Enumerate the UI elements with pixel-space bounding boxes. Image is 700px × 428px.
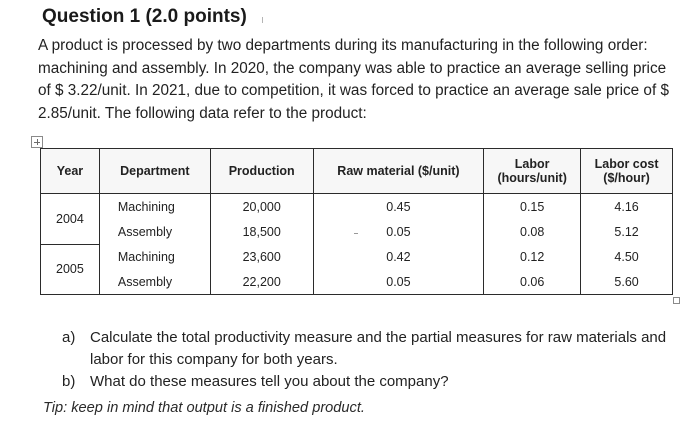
table-resize-handle-icon[interactable] [673, 297, 680, 304]
question-points: (2.0 points) [145, 6, 247, 27]
labor-cell: 0.06 [484, 269, 581, 295]
labor-cost-cell: 4.50 [581, 244, 673, 269]
question-intro: A product is processed by two departments during its manufacturing in the following order: machining and assembly. In 2020, the company was able to practice an average selling price of $ 3.22/unit. In 2021, due to competition, it was forced to practice an average sale price of $ 2.85/unit. The following data refer to the product: [38, 37, 669, 122]
table-row [41, 244, 673, 269]
question-title [42, 4, 247, 30]
production-cell: 23,600 [210, 244, 313, 269]
question-number: Question 1 [42, 6, 141, 27]
table-row [41, 194, 673, 220]
subquestion-item [62, 327, 677, 371]
department-cell: Machining [99, 244, 210, 269]
subquestion-text: Calculate the total productivity measure and the partial measures for raw materials and labor for this company for both years. [90, 329, 667, 368]
subquestion-text: What do these measures tell you about the company? [90, 373, 449, 390]
header-department: Department [99, 149, 210, 194]
raw-material-cell: 0.05 [313, 219, 484, 244]
subquestion-letter: b) [62, 373, 76, 390]
text-cursor [262, 17, 263, 23]
header-labor-line1: Labor [514, 157, 550, 171]
product-data-table [40, 148, 673, 295]
year-cell: 2004 [41, 194, 100, 245]
labor-cell: 0.12 [484, 244, 581, 269]
stray-mark [354, 233, 358, 234]
header-labor-line2: (hours/unit) [497, 171, 567, 185]
labor-cost-cell: 4.16 [581, 194, 673, 220]
raw-material-cell: 0.45 [313, 194, 484, 220]
tip-text: Tip: keep in mind that output is a finished product. [43, 400, 365, 416]
raw-material-cell: 0.42 [313, 244, 484, 269]
header-labor-cost-line1: Labor cost [594, 157, 659, 171]
labor-cell: 0.15 [484, 194, 581, 220]
department-cell: Assembly [99, 269, 210, 295]
header-labor [484, 149, 581, 194]
table-header-row [41, 149, 673, 194]
labor-cost-cell: 5.60 [581, 269, 673, 295]
header-labor-cost-line2: ($/hour) [603, 171, 650, 185]
department-cell: Assembly [99, 219, 210, 244]
labor-cost-cell: 5.12 [581, 219, 673, 244]
table-move-handle-icon[interactable] [31, 136, 43, 148]
table-row [41, 269, 673, 295]
labor-cell: 0.08 [484, 219, 581, 244]
subquestion-list [62, 327, 677, 393]
subquestion-letter: a) [62, 329, 76, 346]
production-cell: 18,500 [210, 219, 313, 244]
raw-material-cell: 0.05 [313, 269, 484, 295]
header-production: Production [210, 149, 313, 194]
header-year: Year [41, 149, 100, 194]
table-row [41, 219, 673, 244]
department-cell: Machining [99, 194, 210, 220]
production-cell: 22,200 [210, 269, 313, 295]
header-labor-cost [581, 149, 673, 194]
production-cell: 20,000 [210, 194, 313, 220]
header-raw-material: Raw material ($/unit) [313, 149, 484, 194]
subquestion-item [62, 371, 677, 393]
year-cell: 2005 [41, 244, 100, 295]
